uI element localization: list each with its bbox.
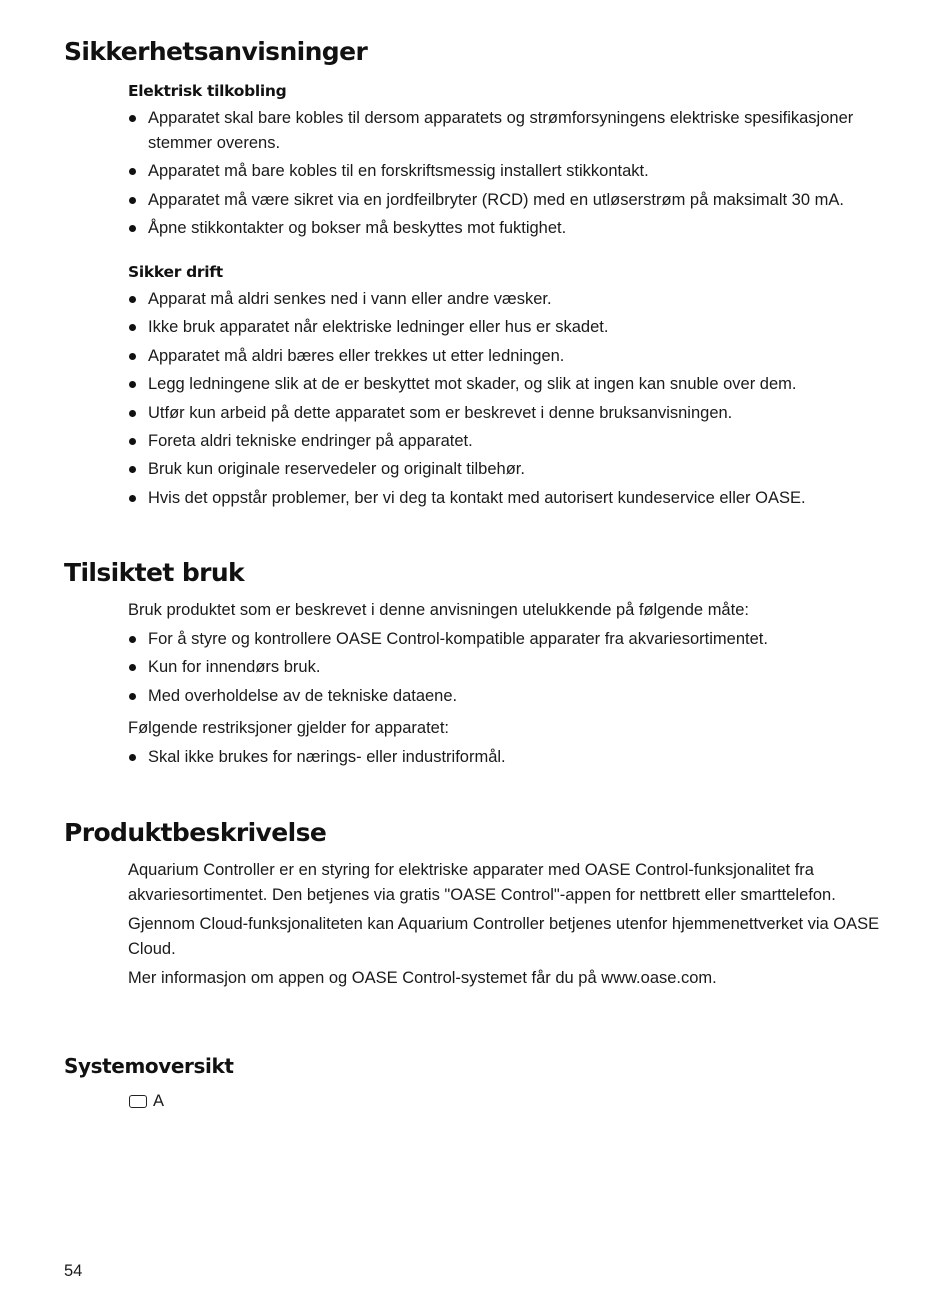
list-item: Foreta aldri tekniske endringer på apparatet. — [128, 429, 888, 454]
list-item: Utfør kun arbeid på dette apparatet som er beskrevet i denne bruksanvisningen. — [128, 401, 888, 426]
restrictions-intro: Følgende restriksjoner gjelder for apparatet: — [128, 718, 449, 737]
list-item: Apparat må aldri senkes ned i vann eller andre væsker. — [128, 287, 888, 312]
restrictions-bullet-list — [128, 745, 888, 770]
figure-reference — [129, 1091, 164, 1111]
operation-list-block — [128, 287, 888, 514]
list-item: Apparatet må være sikret via en jordfeilbryter (RCD) med en utløserstrøm på maksimalt 30 mA. — [128, 188, 888, 213]
list-item: Bruk kun originale reservedeler og originalt tilbehør. — [128, 457, 888, 482]
bullet-icon — [129, 197, 136, 204]
intended-use-intro: Bruk produktet som er beskrevet i denne anvisningen utelukkende på følgende måte: — [128, 601, 749, 619]
bullet-icon — [129, 168, 136, 175]
electrical-bullet-list — [128, 106, 888, 241]
bullet-icon — [129, 664, 136, 671]
figure-label: A — [153, 1092, 165, 1110]
list-item: Skal ikke brukes for nærings- eller industriformål. — [128, 745, 888, 770]
electrical-list-block — [128, 106, 888, 245]
bullet-icon — [129, 115, 136, 122]
description-block — [128, 858, 888, 995]
subsection-title-operation: Sikker drift — [128, 263, 223, 281]
description-paragraph: Aquarium Controller er en styring for elektriske apparater med OASE Control-funksjonalitet fra akvariesortimentet. Den betjenes via gratis "OASE Control"-appen for nettbrett eller smarttelefon. — [128, 861, 836, 904]
intended-use-bullet-list — [128, 627, 888, 709]
description-paragraph: Mer informasjon om appen og OASE Control-systemet får du på www.oase.com. — [128, 969, 717, 987]
operation-bullet-list — [128, 287, 888, 511]
bullet-icon — [129, 754, 136, 761]
subsection-title-electrical: Elektrisk tilkobling — [128, 82, 287, 100]
list-item: Ikke bruk apparatet når elektriske ledninger eller hus er skadet. — [128, 315, 888, 340]
list-item: Apparatet må bare kobles til en forskriftsmessig installert stikkontakt. — [128, 159, 888, 184]
list-item: Legg ledningene slik at de er beskyttet mot skader, og slik at ingen kan snuble over dem. — [128, 372, 888, 397]
list-item: Åpne stikkontakter og bokser må beskyttes mot fuktighet. — [128, 216, 888, 241]
page-number: 54 — [64, 1262, 83, 1280]
bullet-icon — [129, 381, 136, 388]
bullet-icon — [129, 225, 136, 232]
list-item: Hvis det oppstår problemer, ber vi deg ta kontakt med autorisert kundeservice eller OASE. — [128, 486, 888, 511]
list-item: Apparatet skal bare kobles til dersom apparatets og strømforsyningens elektriske spesifikasjoner stemmer overens. — [128, 106, 888, 156]
bullet-icon — [129, 353, 136, 360]
list-item: For å styre og kontrollere OASE Control-kompatible apparater fra akvariesortimentet. — [128, 627, 888, 652]
description-paragraph: Gjennom Cloud-funksjonaliteten kan Aquarium Controller betjenes utenfor hjemmenettverket via OASE Cloud. — [128, 915, 880, 958]
section-title-system: Systemoversikt — [64, 1054, 234, 1078]
bullet-icon — [129, 495, 136, 502]
bullet-icon — [129, 438, 136, 445]
bullet-icon — [129, 296, 136, 303]
list-item: Med overholdelse av de tekniske dataene. — [128, 684, 888, 709]
section-title-safety: Sikkerhetsanvisninger — [64, 37, 368, 66]
bullet-icon — [129, 324, 136, 331]
bullet-icon — [129, 693, 136, 700]
list-item: Apparatet må aldri bæres eller trekkes ut etter ledningen. — [128, 344, 888, 369]
bullet-icon — [129, 466, 136, 473]
bullet-icon — [129, 410, 136, 417]
figure-box-icon — [129, 1095, 147, 1108]
list-item: Kun for innendørs bruk. — [128, 655, 888, 680]
section-title-description: Produktbeskrivelse — [64, 818, 327, 847]
section-title-intended-use: Tilsiktet bruk — [64, 558, 245, 587]
intended-use-block — [128, 598, 888, 773]
bullet-icon — [129, 636, 136, 643]
